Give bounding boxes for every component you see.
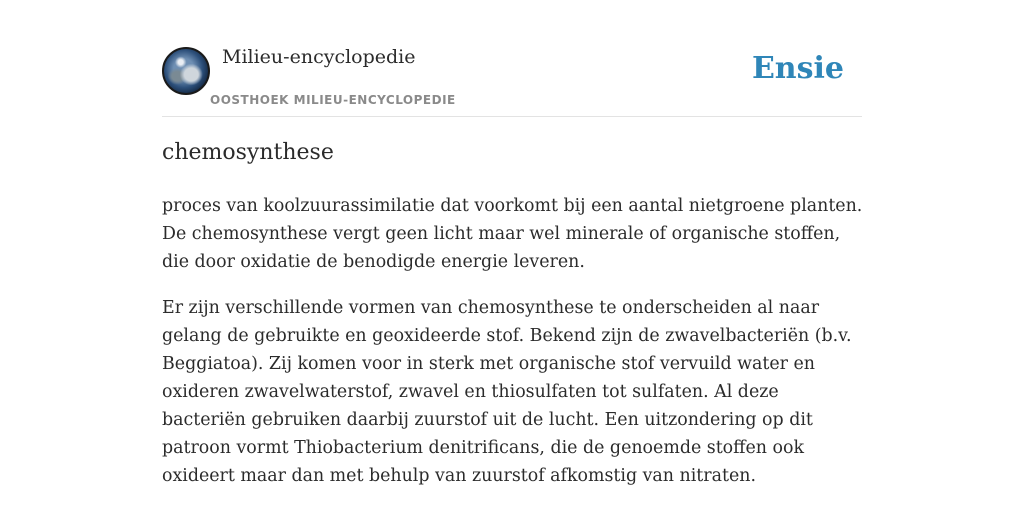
article-body [162,192,868,508]
article-paragraph-1: proces van koolzuurassimilatie dat voorkomt bij een aantal nietgroene planten. De chemosynthese vergt geen licht maar wel minerale of organische stoffen, die door oxidatie de benodigde energie leveren. [162,196,863,272]
ensie-logo-link[interactable]: Ensie [751,51,844,86]
site-subtitle: OOSTHOEK MILIEU-ENCYCLOPEDIE [210,93,456,107]
site-header [162,46,862,117]
article-title: chemosynthese [162,140,334,165]
article-paragraph-2: Er zijn verschillende vormen van chemosynthese te onderscheiden al naar gelang de gebruikte en geoxideerde stof. Bekend zijn de zwavelbacteriën (b.v. Beggiatoa). Zij komen voor in sterk met organische stof vervuild water en oxideren zwavelwaterstof, zwavel en thiosulfaten tot sulfaten. Al deze bacteriën gebruiken daarbij zuurstof uit de lucht. Een uitzondering op dit patroon vormt Thiobacterium denitrificans, die de genoemde stoffen ook oxideert maar dan met behulp van zuurstof afkomstig van nitraten. [162,298,852,486]
site-name-link[interactable]: Milieu-encyclopedie [222,46,416,68]
earth-globe-icon[interactable] [162,47,210,95]
